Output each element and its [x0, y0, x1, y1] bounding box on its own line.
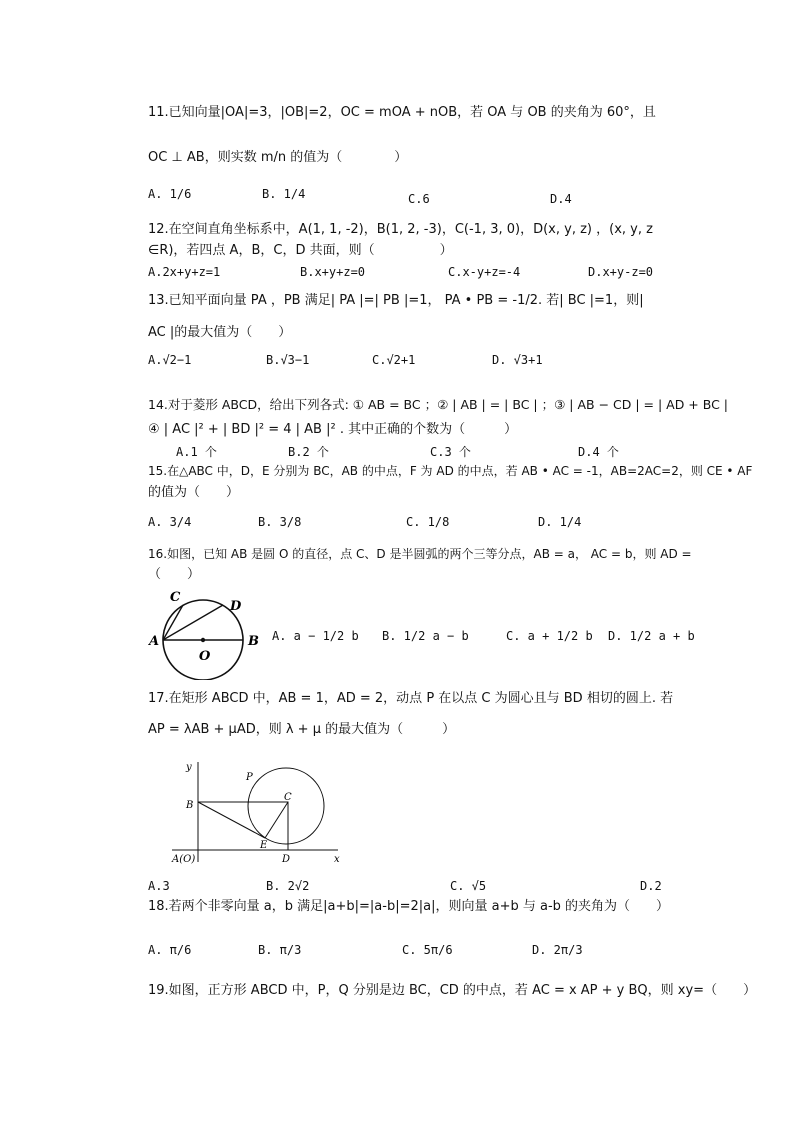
question-12-line-1: 12.在空间直角坐标系中，A(1, 1, -2)，B(1, 2, -3)，C(-1, 3, 0)，D(x, y, z) ，(x, y, z: [148, 222, 653, 237]
q17-option-b: B. 2√2: [266, 879, 310, 893]
q14-option-b: B.2 个: [288, 445, 329, 459]
q18-option-b: B. π/3: [258, 943, 302, 957]
q13-option-d: D. √3+1: [492, 353, 543, 367]
question-11-line-1: 11.已知向量|OA|=3，|OB|=2，OC = mOA + nOB，若 OA 与 OB 的夹角为 60°，且: [148, 105, 656, 120]
question-15-line-2: 的值为（ ）: [148, 485, 240, 500]
q17-label-y: y: [186, 762, 192, 773]
q14-option-c: C.3 个: [430, 445, 471, 459]
q16-option-c: C. a + 1/2 b: [506, 629, 593, 643]
q14-option-a: A.1 个: [176, 445, 217, 459]
q12-option-a: A.2x+y+z=1: [148, 265, 221, 279]
q16-circle-figure: [148, 588, 266, 680]
q13-option-b: B.√3−1: [266, 353, 310, 367]
question-12-line-2: ∈R)，若四点 A，B，C，D 共面，则（ ）: [148, 243, 453, 258]
q11-option-c: C.6: [408, 192, 430, 206]
q17-rectangle-figure: [168, 758, 346, 868]
question-18-line-1: 18.若两个非零向量 a，b 满足|a+b|=|a-b|=2|a|，则向量 a+b 与 a-b 的夹角为（ ）: [148, 899, 670, 914]
q18-option-c: C. 5π/6: [402, 943, 453, 957]
question-15-line-1: 15.在△ABC 中，D，E 分别为 BC，AB 的中点，F 为 AD 的中点，若 AB • AC = -1，AB=2AC=2，则 CE • AF: [148, 464, 753, 478]
question-13-line-2: AC |的最大值为（ ）: [148, 325, 292, 340]
q14-option-d: D.4 个: [578, 445, 619, 459]
q17-option-c: C. √5: [450, 879, 487, 893]
q17-label-e: E: [260, 840, 268, 851]
q15-option-b: B. 3/8: [258, 515, 302, 529]
question-16-line-2: （ ）: [148, 567, 201, 582]
q17-label-d: D: [282, 854, 291, 865]
q16-chord-ad: [163, 605, 223, 640]
q16-option-a: A. a − 1/2 b: [272, 629, 359, 643]
question-11-line-2: OC ⊥ AB，则实数 m/n 的值为（ ）: [148, 150, 408, 165]
question-14-line-1: 14.对于菱形 ABCD，给出下列各式: ① AB = BC ；② | AB | = | BC | ；③ | AB − CD | = | AD + BC |: [148, 397, 729, 412]
q17-label-b: B: [186, 800, 194, 811]
q16-label-d: D: [230, 599, 242, 614]
q17-label-c: C: [284, 792, 292, 803]
q17-option-d: D.2: [640, 879, 662, 893]
q16-label-c: C: [170, 590, 181, 605]
q17-segment-ec: [265, 802, 288, 838]
q16-label-b: B: [248, 634, 259, 649]
q15-option-c: C. 1/8: [406, 515, 450, 529]
question-13-line-1: 13.已知平面向量 PA ，PB 满足| PA |=| PB |=1， PA • PB = -1/2. 若| BC |=1，则|: [148, 293, 644, 308]
q15-option-a: A. 3/4: [148, 515, 192, 529]
question-14-line-2: ④ | AC |² + | BD |² = 4 | AB |² . 其中正确的个数为（ ）: [148, 422, 518, 437]
q16-option-b: B. 1/2 a − b: [382, 629, 469, 643]
q11-option-d: D.4: [550, 192, 572, 206]
q13-option-a: A.√2−1: [148, 353, 192, 367]
q18-option-a: A. π/6: [148, 943, 192, 957]
q15-option-d: D. 1/4: [538, 515, 582, 529]
question-17-line-2: AP = λAB + μAD，则 λ + μ 的最大值为（ ）: [148, 722, 456, 737]
q16-label-a: A: [149, 634, 160, 649]
q11-option-b: B. 1/4: [262, 187, 306, 201]
q17-segment-be: [198, 802, 265, 838]
q13-option-c: C.√2+1: [372, 353, 416, 367]
q17-label-origin: A(O): [172, 854, 196, 865]
q17-option-a: A.3: [148, 879, 170, 893]
q16-option-d: D. 1/2 a + b: [608, 629, 695, 643]
q11-option-a: A. 1/6: [148, 187, 192, 201]
q12-option-c: C.x-y+z=-4: [448, 265, 521, 279]
question-19-line-1: 19.如图，正方形 ABCD 中，P，Q 分别是边 BC，CD 的中点，若 AC = x AP + y BQ，则 xy=（ ）: [148, 983, 757, 998]
q16-center-point: [201, 638, 205, 642]
q17-label-x: x: [334, 854, 340, 865]
question-17-line-1: 17.在矩形 ABCD 中，AB = 1，AD = 2，动点 P 在以点 C 为圆心且与 BD 相切的圆上. 若: [148, 691, 674, 706]
question-16-line-1: 16.如图，已知 AB 是圆 O 的直径，点 C、D 是半圆弧的两个三等分点，AB = a， AC = b，则 AD =: [148, 547, 692, 561]
q16-label-o: O: [199, 649, 211, 664]
q12-option-b: B.x+y+z=0: [300, 265, 366, 279]
q12-option-d: D.x+y-z=0: [588, 265, 654, 279]
q17-label-p: P: [246, 772, 253, 783]
q18-option-d: D. 2π/3: [532, 943, 583, 957]
